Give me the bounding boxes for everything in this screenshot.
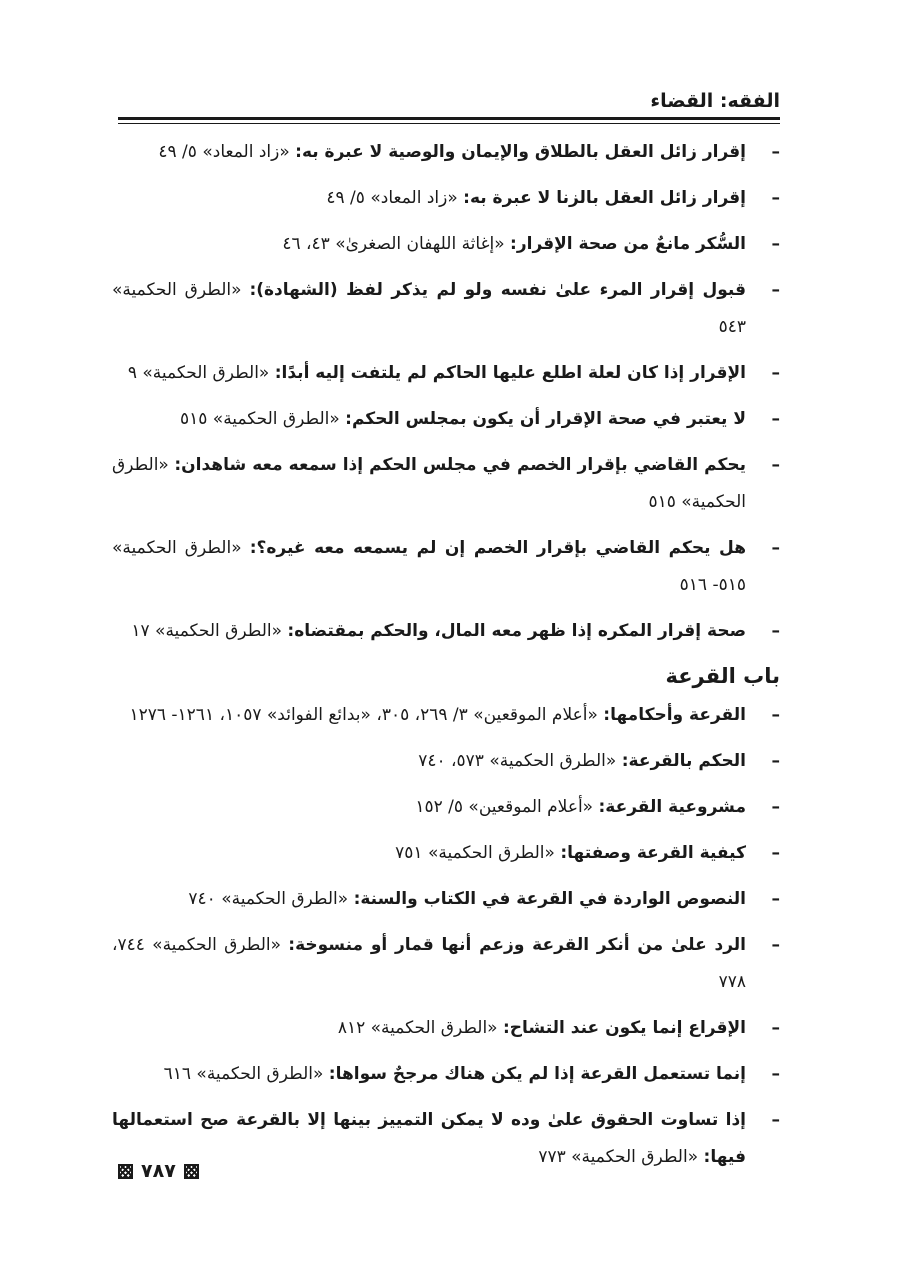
list-item — [112, 272, 780, 346]
list-item — [112, 134, 780, 171]
entry-text: الإقرار إذا كان لعلة اطلع عليها الحاكم لم يلتفت إليه أبدًا: — [274, 363, 746, 383]
entry-text: قبول إقرار المرء علىٰ نفسه ولو لم يذكر لفظ (الشهادة): — [249, 280, 746, 300]
entry-text: إقرار زائل العقل بالزنا لا عبرة به: — [463, 188, 746, 208]
entry-reference: «الطرق الحكمية» ٥١٥ — [179, 409, 340, 429]
entry-reference: «الطرق الحكمية» ٥٤٣ — [112, 280, 746, 337]
bullet-dash: – — [771, 889, 780, 909]
entry-reference: «الطرق الحكمية» ٥١٥- ٥١٦ — [112, 538, 746, 595]
list-item — [112, 180, 780, 217]
bullet-dash: – — [771, 234, 780, 254]
entry-text: يحكم القاضي بإقرار الخصم في مجلس الحكم إذا سمعه معه شاهدان: — [174, 455, 746, 475]
running-header: الفقه: القضاء — [650, 90, 780, 112]
bullet-dash: – — [771, 142, 780, 162]
bullet-dash: – — [771, 363, 780, 383]
page-footer — [118, 1156, 199, 1186]
list-item — [112, 1056, 780, 1093]
entry-reference: «الطرق الحكمية» ١٧ — [131, 621, 283, 641]
entry-text: النصوص الواردة في القرعة في الكتاب والسنة: — [353, 889, 746, 909]
entry-text: لا يعتبر في صحة الإقرار أن يكون بمجلس الحكم: — [345, 409, 746, 429]
list-item — [112, 447, 780, 521]
entry-text: الرد علىٰ من أنكر القرعة وزعم أنها قمار أو منسوخة: — [288, 935, 746, 955]
list-item — [112, 1010, 780, 1047]
bullet-dash: – — [771, 538, 780, 558]
bullet-dash: – — [771, 751, 780, 771]
bullet-dash: – — [771, 1064, 780, 1084]
bullet-dash: – — [771, 188, 780, 208]
entry-reference: «الطرق الحكمية» ٨١٢ — [337, 1018, 498, 1038]
entry-reference: «زاد المعاد» ٥/ ٤٩ — [158, 142, 290, 162]
bullet-dash: – — [771, 1110, 780, 1130]
bullet-dash: – — [771, 455, 780, 475]
bullet-dash: – — [771, 621, 780, 641]
list-item — [112, 881, 780, 918]
entry-reference: «أعلام الموقعين» ٣/ ٢٦٩، ٣٠٥، «بدائع الفوائد» ١٠٥٧، ١٢٦١- ١٢٧٦ — [129, 705, 598, 725]
entry-reference: «زاد المعاد» ٥/ ٤٩ — [326, 188, 458, 208]
list-item — [112, 1102, 780, 1176]
bullet-dash: – — [771, 409, 780, 429]
entry-text: هل يحكم القاضي بإقرار الخصم إن لم يسمعه معه غيره؟: — [249, 538, 746, 558]
entry-text: الإقراع إنما يكون عند التشاح: — [503, 1018, 746, 1038]
list-item — [112, 226, 780, 263]
header-rule-thick — [118, 117, 780, 120]
entry-text: مشروعية القرعة: — [598, 797, 746, 817]
ornament-icon — [184, 1164, 199, 1179]
header-rule-thin — [118, 123, 780, 124]
entry-reference: «إغاثة اللهفان الصغرىٰ» ٤٣، ٤٦ — [282, 234, 505, 254]
entry-text: الحكم بالقرعة: — [621, 751, 746, 771]
bullet-dash: – — [771, 705, 780, 725]
ornament-icon — [118, 1164, 133, 1179]
list-item — [112, 743, 780, 780]
list-item — [112, 835, 780, 872]
list-item — [112, 355, 780, 392]
entry-reference: «الطرق الحكمية» ٩ — [127, 363, 270, 383]
list-item — [112, 927, 780, 1001]
entry-text: السُّكر مانعٌ من صحة الإقرار: — [510, 234, 746, 254]
list-item — [112, 613, 780, 650]
bullet-dash: – — [771, 1018, 780, 1038]
bullet-dash: – — [771, 797, 780, 817]
section-heading: باب القرعة — [665, 664, 780, 688]
entry-text: إنما تستعمل القرعة إذا لم يكن هناك مرجحٌ سواها: — [328, 1064, 746, 1084]
entry-reference: «أعلام الموقعين» ٥/ ١٥٢ — [415, 797, 594, 817]
entry-reference: «الطرق الحكمية» ٧٧٣ — [538, 1147, 699, 1167]
entry-text: صحة إقرار المكره إذا ظهر معه المال، والحكم بمقتضاه: — [287, 621, 746, 641]
list-item — [112, 401, 780, 438]
bullet-dash: – — [771, 935, 780, 955]
entry-reference: «الطرق الحكمية» ٥١٥ — [112, 455, 746, 512]
list-item — [112, 697, 780, 734]
list-item — [112, 789, 780, 826]
entry-reference: «الطرق الحكمية» ٧٥١ — [395, 843, 555, 863]
bullet-dash: – — [771, 843, 780, 863]
entry-text: إقرار زائل العقل بالطلاق والإيمان والوصية لا عبرة به: — [295, 142, 746, 162]
index-content — [112, 134, 780, 1185]
entry-text: كيفية القرعة وصفتها: — [560, 843, 746, 863]
entry-reference: «الطرق الحكمية» ٧٤٠ — [188, 889, 349, 909]
bullet-dash: – — [771, 280, 780, 300]
entry-reference: «الطرق الحكمية» ٦١٦ — [163, 1064, 324, 1084]
entry-text: القرعة وأحكامها: — [603, 705, 746, 725]
entry-reference: «الطرق الحكمية» ٥٧٣، ٧٤٠ — [418, 751, 617, 771]
entry-reference: «الطرق الحكمية» ٧٤٤، ٧٧٨ — [112, 935, 746, 992]
page-number: ٧٨٧ — [141, 1160, 176, 1182]
entry-text: إذا تساوت الحقوق علىٰ وده لا يمكن التمييز بينها إلا بالقرعة صح استعمالها فيها: — [112, 1110, 746, 1167]
list-item — [112, 530, 780, 604]
